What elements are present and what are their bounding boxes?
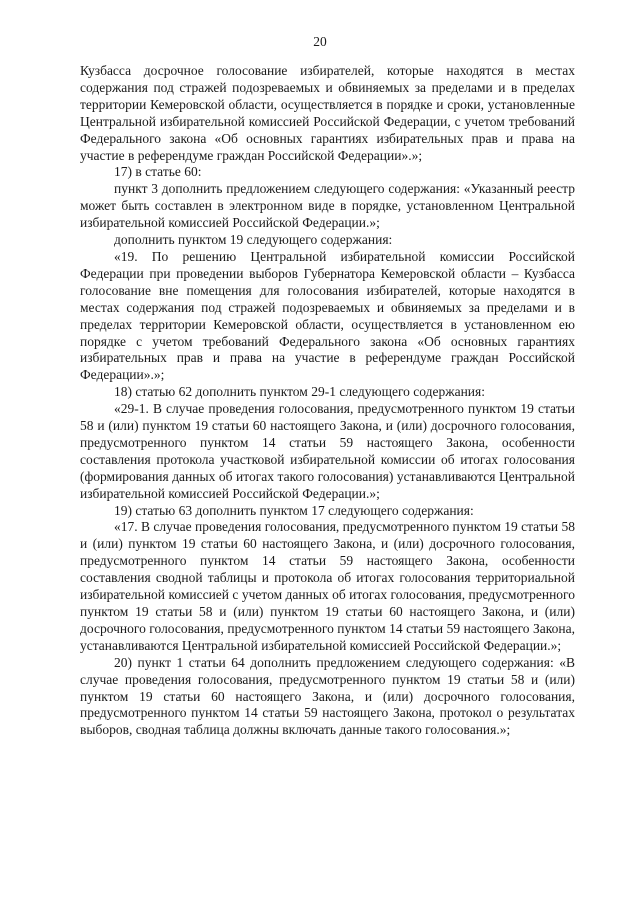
paragraph-9: «17. В случае проведения голосования, предусмотренного пунктом 19 статьи 58 и (или) пунктом 19 статьи 60 настоящего Закона, и (или) досрочного голосования, предусмотренного пунктом 14 статьи 59 настоящего Закона, особенности составления сводной таблицы и протокола об итогах голосования территориальной избирательной комиссией с учетом данных об итогах голосования, предусмотренного пунктом 19 статьи 58 и (или) пунктом 19 статьи 60 настоящего Закона, и (или) досрочного голосования, предусмотренного пунктом 14 статьи 59 настоящего Закона, устанавливаются Центральной избирательной комиссией Российской Федерации.»; [80, 519, 575, 653]
paragraph-3: пункт 3 дополнить предложением следующего содержания: «Указанный реестр может быть составлен в электронном виде в порядке, установленном Центральной избирательной комиссией Российской Федерации.»; [80, 181, 575, 231]
page-number: 20 [313, 34, 327, 49]
document-body [80, 63, 575, 739]
paragraph-1: Кузбасса досрочное голосование избирателей, которые находятся в местах содержания под стражей подозреваемых и обвиняемых за пределами и в пределах территории Кемеровской области, осуществляется в порядке и сроки, установленные Центральной избирательной комиссией Российской Федерации, с учетом требований Федерального закона «Об основных гарантиях избирательных прав и права на участие в референдуме граждан Российской Федерации».»; [80, 63, 575, 163]
paragraph-5: «19. По решению Центральной избирательной комиссии Российской Федерации при проведении выборов Губернатора Кемеровской области – Кузбасса голосование вне помещения для голосования избирателей, которые находятся в местах содержания под стражей подозреваемых и обвиняемых за пределами и в пределах территории Кемеровской области, осуществляется в установленном ею порядке с учетом требований Федерального закона «Об основных гарантиях избирательных прав и права на участие в референдуме граждан Российской Федерации».»; [80, 248, 575, 383]
paragraph-4: дополнить пунктом 19 следующего содержания: [114, 232, 393, 248]
paragraph-8: 19) статью 63 дополнить пунктом 17 следующего содержания: [114, 502, 474, 518]
paragraph-6: 18) статью 62 дополнить пунктом 29-1 следующего содержания: [114, 384, 485, 400]
paragraph-2: 17) в статье 60: [114, 164, 202, 180]
paragraph-10: 20) пункт 1 статьи 64 дополнить предложением следующего содержания: «В случае проведения голосования, предусмотренного пунктом 19 статьи 58 и (или) пунктом 19 статьи 60 настоящего Закона, и (или) досрочного голосования, предусмотренного пунктом 14 статьи 59 настоящего Закона, протокол о результатах выборов, сводная таблица должны включать данные такого голосования.»; [80, 654, 575, 738]
paragraph-7: «29-1. В случае проведения голосования, предусмотренного пунктом 19 статьи 58 и (или) пунктом 19 статьи 60 настоящего Закона, и (или) досрочного голосования, предусмотренного пунктом 14 статьи 59 настоящего Закона, особенности составления протокола участковой избирательной комиссии об итогах голосования (формирования данных об итогах такого голосования) устанавливаются Центральной избирательной комиссией Российской Федерации.»; [80, 401, 575, 501]
